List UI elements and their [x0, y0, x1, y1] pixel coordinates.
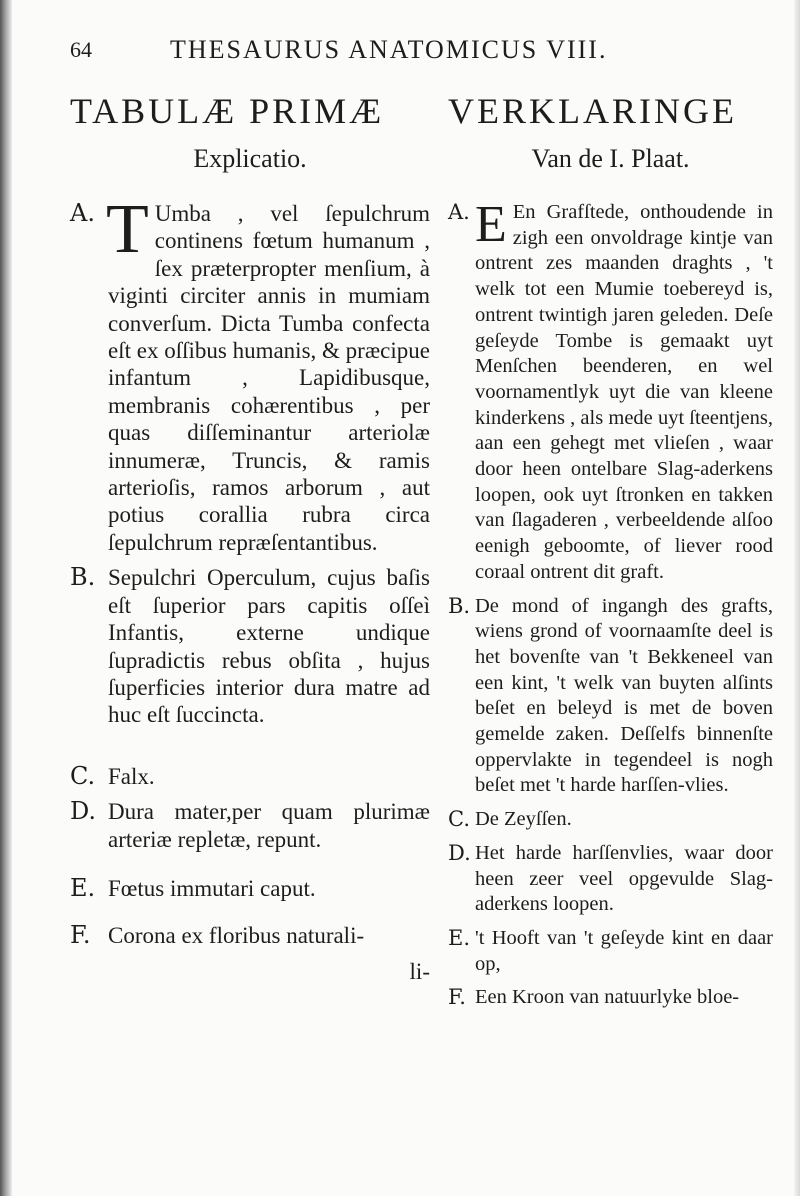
dutch-entry-b — [448, 594, 773, 800]
latin-entry-e — [70, 875, 430, 902]
entry-letter: A. — [70, 199, 95, 227]
latin-entry-f — [70, 922, 430, 949]
dutch-subtitle: Van de I. Plaat. — [531, 144, 690, 173]
page-edge — [794, 0, 800, 1196]
dutch-entry-e — [448, 926, 773, 977]
running-head — [70, 30, 750, 70]
latin-title: TABULÆ PRIMÆ — [70, 91, 385, 131]
drop-cap: T — [106, 191, 149, 268]
dutch-entry-a — [448, 196, 773, 586]
latin-entry-b — [70, 564, 430, 728]
entry-text: Het harde harſſenvlies, waar door heen zeer veel opgevulde Slag-aderkens loopen. — [475, 841, 773, 916]
entry-letter: A. — [448, 200, 470, 224]
entry-letter: B. — [70, 563, 96, 592]
latin-entry-a — [70, 191, 430, 556]
entry-text: De mond of ingangh des grafts, wiens grond of voornaamſte deel is het bovenſte van 't Bekkeneel van een kint, 't welk van buyten alſints beſet en beleyd is met de boven gemelde zaken. Deſſelfs binnenſte oppervlakte in tegendeel is nogh beſet met 't harde harſſen-vlies. — [475, 594, 773, 797]
dutch-title: VERKLARINGE — [448, 91, 737, 131]
entry-text: Fœtus immutari caput. — [108, 875, 316, 901]
entry-letter: B. — [448, 593, 471, 618]
entry-text: Corona ex floribus naturali- — [108, 923, 365, 949]
dutch-column — [448, 80, 773, 1019]
entry-letter: F. — [448, 985, 466, 1010]
entry-letter: E. — [70, 873, 96, 902]
running-title: THESAURUS ANATOMICUS VIII. — [170, 35, 608, 64]
entry-letter: E. — [448, 925, 471, 950]
entry-letter: D. — [448, 840, 471, 865]
latin-column — [70, 80, 430, 985]
entry-text: De Zeyſſen. — [475, 808, 572, 831]
entry-text: 't Hooft van 't geſeyde kint en daar op, — [475, 926, 773, 975]
page-gutter-shadow — [0, 0, 12, 1196]
latin-subtitle: Explicatio. — [193, 144, 307, 173]
entry-text: Umba , vel ſepulchrum continens fœtum humanum , ſex præterpropter menſium, à viginti circiter annis in mumiam converſum. Dicta Tumba confecta eſt ex oſſibus humanis, & præcipue infantum , Lapidibusque, membranis cohærentibus , per quas diſſeminantur arteriolæ innumeræ, Truncis, & ramis arterioſis, ramos arborum , aut potius corallia rubra circa ſepulchrum repræſentantibus. — [108, 201, 430, 555]
entry-text: Sepulchri Operculum, cujus baſis eſt ſuperior pars capitis oſſeì Infantis, externe undique ſupradictis rebus obſita , hujus ſuperficies interior dura matre ad huc eſt ſuccincta. — [108, 565, 430, 728]
entry-letter: C. — [70, 761, 96, 790]
entry-letter: C. — [448, 807, 470, 832]
latin-entry-c — [70, 763, 430, 790]
entry-letter: D. — [70, 797, 97, 826]
latin-entry-d — [70, 798, 430, 853]
entry-letter: F. — [70, 921, 91, 950]
dutch-entry-c — [448, 807, 773, 833]
dutch-entry-f — [448, 985, 773, 1011]
entry-text: En Grafſtede, onthoudende in zigh een onvoldrage kintje van ontrent zes maanden draghts , 't welk tot een Mumie toebereyd is, ontrent twintigh jaren geleden. Deſe geſeyde Tombe is gemaakt uyt Menſchen beenderen, en wel voornamentlyk uyt die van kleene kinderkens , als mede uyt ſteentjens, aan een gehegt met vlieſen , waar door heen ontelbare Slag-aderkens loopen, ook uyt ſtronken en takken van ſlagaderen , verbeeldende alſoo eenigh geboomte, of liever rood coraal ontrent dit graft. — [475, 201, 773, 583]
drop-cap: E — [475, 196, 507, 253]
entry-text: Falx. — [108, 763, 155, 789]
page-number: 64 — [70, 37, 92, 62]
entry-text: Een Kroon van natuurlyke bloe- — [475, 986, 740, 1009]
entry-text: Dura mater,per quam plurimæ arteriæ repletæ, repunt. — [108, 799, 430, 852]
dutch-entry-d — [448, 841, 773, 918]
catchword: li- — [409, 958, 430, 984]
